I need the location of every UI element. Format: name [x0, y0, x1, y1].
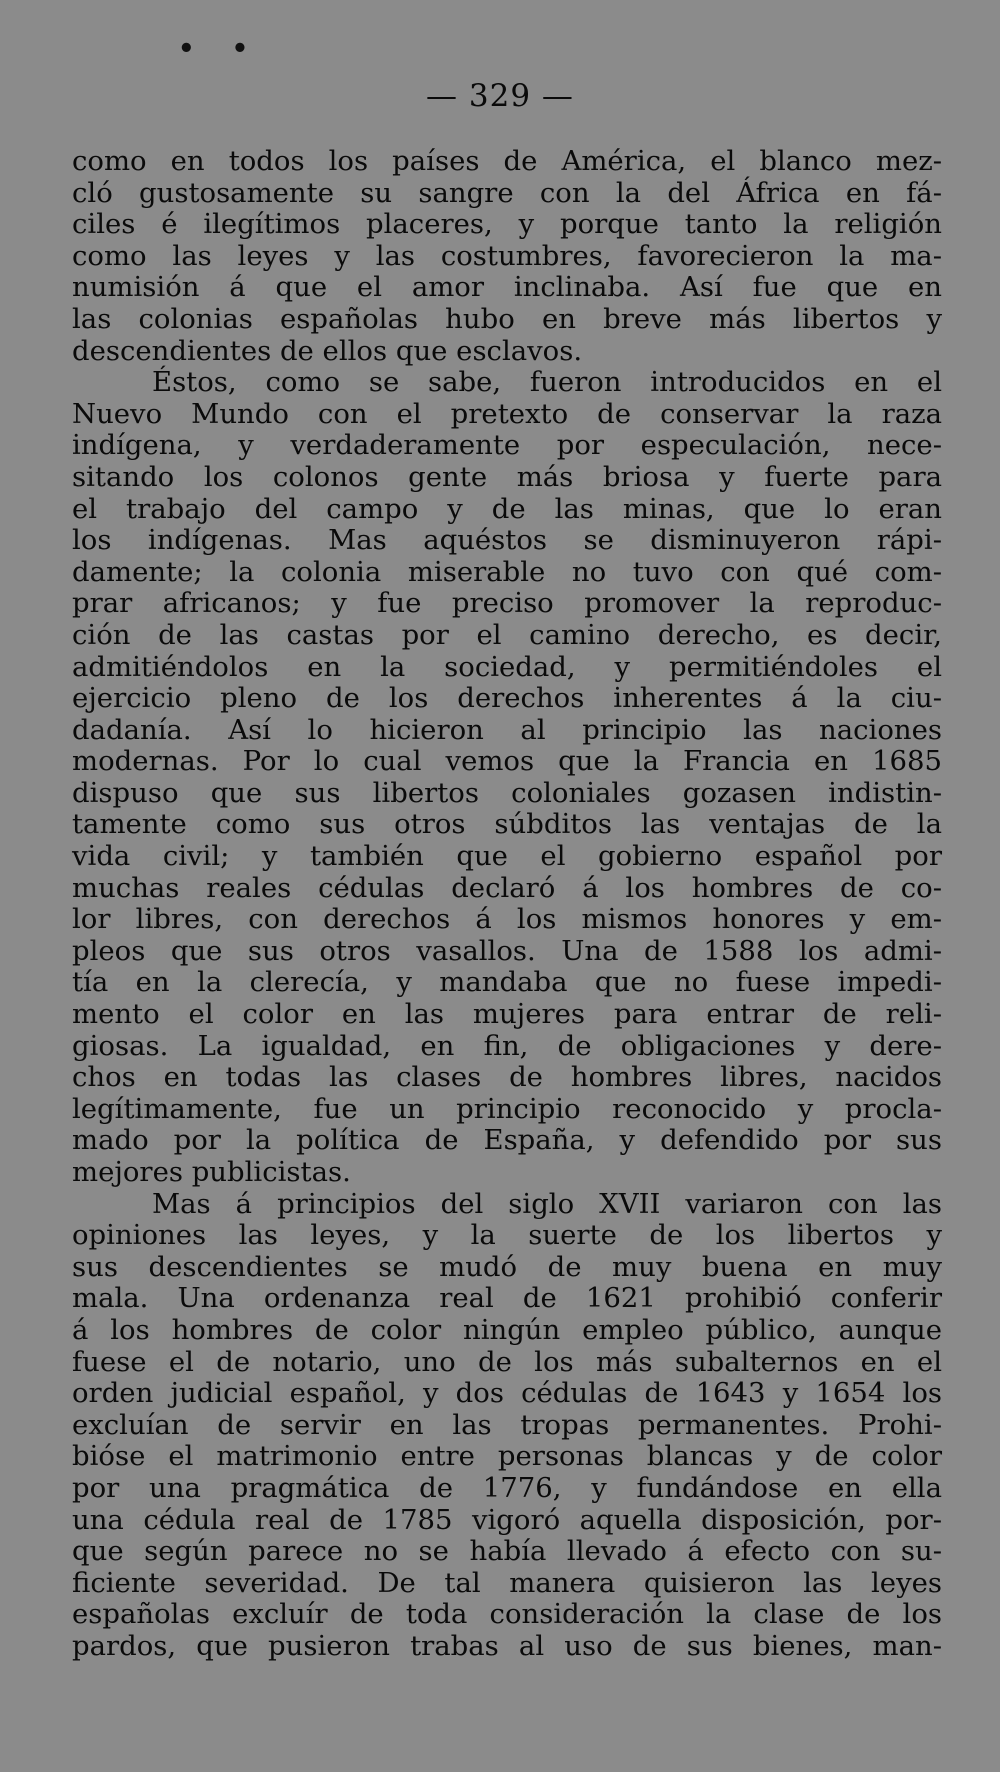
text-line: ción de las castas por el camino derecho, es decir, [72, 618, 942, 651]
text-line: descendientes de ellos que esclavos. [72, 334, 583, 367]
text-line: legítimamente, fue un principio reconocido y procla- [72, 1092, 942, 1125]
text-line: mala. Una ordenanza real de 1621 prohibió conferir [72, 1282, 942, 1315]
text-line: fuese el de notario, uno de los más subalternos en el [72, 1345, 942, 1378]
text-line: ficiente severidad. De tal manera quisieron las leyes [72, 1566, 942, 1599]
body-text [72, 146, 942, 1663]
text-line: dadanía. Así lo hicieron al principio las naciones [72, 713, 942, 746]
text-line: españolas excluír de toda consideración la clase de los [72, 1598, 942, 1631]
text-line: mado por la política de España, y defendido por sus [72, 1124, 942, 1157]
text-line: Nuevo Mundo con el pretexto de conservar la raza [72, 397, 942, 430]
text-line: mejores publicistas. [72, 1156, 351, 1188]
text-line: tía en la clerecía, y mandaba que no fuese impedi- [72, 966, 942, 999]
text-line: á los hombres de color ningún empleo público, aunque [72, 1313, 942, 1346]
text-line: el trabajo del campo y de las minas, que lo eran [72, 492, 942, 525]
stray-marks: • • [178, 34, 263, 64]
text-line: bióse el matrimonio entre personas blancas y de color [72, 1440, 942, 1473]
text-line: pleos que sus otros vasallos. Una de 1588 los admi- [72, 934, 942, 967]
text-line: que según parece no se había llevado á efecto con su- [72, 1535, 942, 1568]
text-line: sitando los colonos gente más briosa y fuerte para [72, 460, 942, 493]
text-line: lor libres, con derechos á los mismos honores y em- [72, 903, 942, 936]
text-line: Mas á principios del siglo XVII variaron con las [152, 1187, 942, 1220]
text-line: damente; la colonia miserable no tuvo con qué com- [72, 555, 942, 588]
text-line: una cédula real de 1785 vigoró aquella disposición, por- [72, 1503, 942, 1536]
text-line: opiniones las leyes, y la suerte de los libertos y [72, 1219, 942, 1252]
text-line: giosas. La igualdad, en fin, de obligaciones y dere- [72, 1029, 942, 1062]
text-line: muchas reales cédulas declaró á los hombres de co- [72, 871, 942, 904]
text-line: cló gustosamente su sangre con la del África en fá- [72, 176, 942, 209]
text-line: admitiéndolos en la sociedad, y permitiéndoles el [72, 650, 942, 683]
text-line: tamente como sus otros súbditos las ventajas de la [72, 808, 942, 841]
text-line: mento el color en las mujeres para entrar de reli- [72, 998, 942, 1031]
text-line: prar africanos; y fue preciso promover la reproduc- [72, 587, 942, 620]
text-line: ejercicio pleno de los derechos inherentes á la ciu- [72, 682, 942, 715]
text-line: vida civil; y también que el gobierno español por [72, 840, 942, 873]
text-line: indígena, y verdaderamente por especulación, nece- [72, 429, 942, 462]
text-line: sus descendientes se mudó de muy buena en muy [72, 1250, 942, 1283]
text-line: excluían de servir en las tropas permanentes. Prohi- [72, 1408, 942, 1441]
text-line: los indígenas. Mas aquéstos se disminuyeron rápi- [72, 524, 942, 557]
text-line: las colonias españolas hubo en breve más libertos y [72, 302, 942, 335]
text-line: pardos, que pusieron trabas al uso de sus bienes, man- [72, 1629, 942, 1662]
text-line: como las leyes y las costumbres, favorecieron la ma- [72, 239, 942, 272]
text-line: numisión á que el amor inclinaba. Así fue que en [72, 271, 942, 304]
text-line: ciles é ilegítimos placeres, y porque tanto la religión [72, 208, 942, 241]
text-line: como en todos los países de América, el blanco mez- [72, 145, 942, 177]
text-line: Éstos, como se sabe, fueron introducidos en el [152, 366, 942, 399]
text-line: orden judicial español, y dos cédulas de 1643 y 1654 los [72, 1377, 942, 1410]
text-line: dispuso que sus libertos coloniales gozasen indistin- [72, 776, 942, 809]
text-line: chos en todas las clases de hombres libres, nacidos [72, 1061, 942, 1094]
page-number: — 329 — [426, 78, 574, 114]
text-line: por una pragmática de 1776, y fundándose en ella [72, 1471, 942, 1504]
text-line: modernas. Por lo cual vemos que la Francia en 1685 [72, 745, 942, 778]
